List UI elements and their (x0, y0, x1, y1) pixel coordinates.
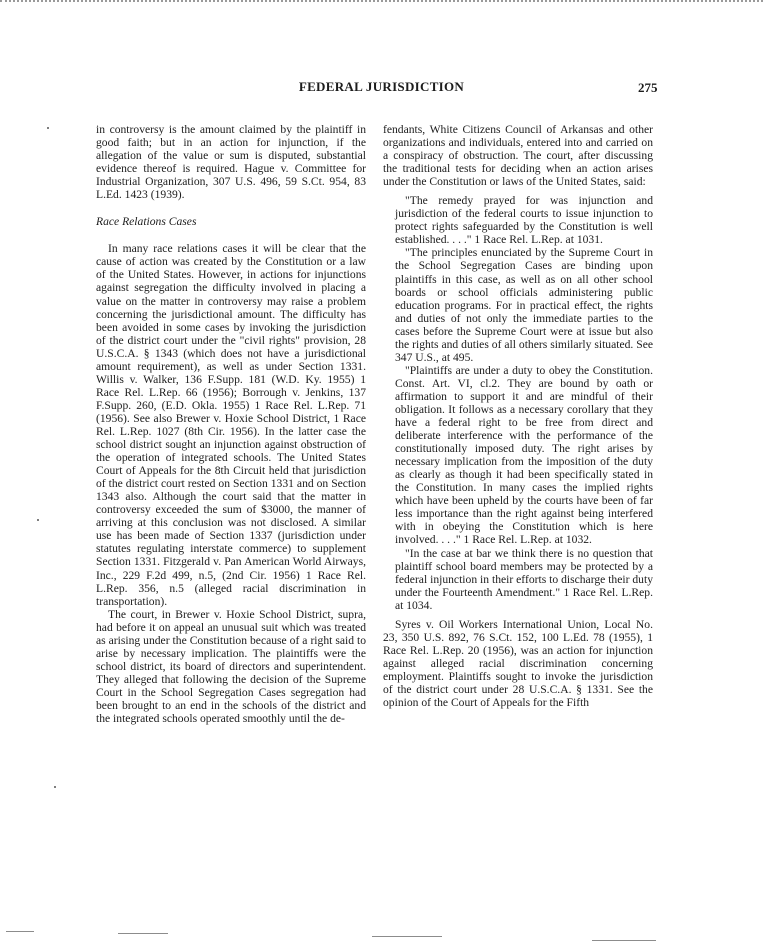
paragraph: Syres v. Oil Workers International Union, Local No. 23, 350 U.S. 892, 76 S.Ct. 152, 100 L.Ed. 78 (1955), 1 Race Rel. L.Rep. 20 (1956), was an action for injunction against alleged racial discrimination concerning employment. Plaintiffs sought to invoke the jurisdiction of the district court under 28 U.S.C.A. § 1331. See the opinion of the Court of Appeals for the Fifth (383, 617, 653, 710)
paragraph: in controversy is the amount claimed by the plaintiff in good faith; but in an action for injunction, if the allegation of the value or sum is disputed, substantial evidence thereof is required. Hague v. Committee for Industrial Organization, 307 U.S. 496, 59 S.Ct. 954, 83 L.Ed. 1423 (1939). (96, 123, 366, 202)
block-quote: "The remedy prayed for was injunction and jurisdiction of the federal courts to issue injunction to protect rights safeguarded by the Constitution is well established. . . ." 1 Race Rel. L.Rep. at 1031. (395, 194, 653, 247)
margin-speck (54, 786, 56, 788)
scan-artifact-line (372, 936, 442, 937)
right-column (383, 123, 653, 709)
paragraph: In many race relations cases it will be clear that the cause of action was created by the Constitution or a law of the United States. However, in actions for injunctions against segregation the difficulty involved in placing a value on the matter in controversy may raise a problem concerning the jurisdictional amount. The difficulty has been avoided in some cases by invoking the jurisdiction of the district court under the "civil rights" provision, 28 U.S.C.A. § 1343 (which does not have a jurisdictional amount requirement), as well as under Section 1331. Willis v. Walker, 136 F.Supp. 181 (W.D. Ky. 1955) 1 Race Rel. L.Rep. 66 (1956); Borrough v. Jenkins, 137 F.Supp. 260, (E.D. Okla. 1955) 1 Race Rel. L.Rep. 71 (1956). See also Brewer v. Hoxie School District, 1 Race Rel. L.Rep. 1027 (8th Cir. 1956). In the latter case the school district sought an injunction against obstruction of the operation of integrated schools. The United States Court of Appeals for the 8th Circuit held that jurisdiction of the district court rested on Section 1331 and on Section 1343 also. Although the court said that the matter in controversy exceeded the sum of $3000, the manner of arriving at this conclusion was not disclosed. A similar use has been made of Section 1337 (jurisdiction under statutes regulating interstate commerce) to supplement Section 1331. Fitzgerald v. Pan American World Airways, Inc., 229 F.2d 499, n.5, (2nd Cir. 1956) 1 Race Rel. L.Rep. 356, n.5 (alleged racial discrimination in transportation). (96, 242, 366, 608)
block-quote: "In the case at bar we think there is no question that plaintiff school board members may be protected by a federal injunction in their efforts to discharge their duty under the Fourteenth Amendment." 1 Race Rel. L.Rep. at 1034. (395, 546, 653, 612)
margin-speck (47, 127, 49, 129)
paragraph: The court, in Brewer v. Hoxie School District, supra, had before it on appeal an unusual suit which was treated as arising under the Constitution because of a right said to arise by necessary implication. The plaintiffs were the school district, its board of directors and superintendent. They alleged that following the decision of the Supreme Court in the School Segregation Cases segregation had been brought to an end in the schools of the district and the integrated schools operated smoothly until the de- (96, 607, 366, 726)
running-header: FEDERAL JURISDICTION (298, 79, 465, 94)
scan-artifact-line (592, 940, 656, 941)
margin-speck (37, 519, 39, 521)
scan-artifact-line (6, 931, 34, 932)
scan-top-edge (0, 0, 763, 3)
scan-artifact-line (118, 933, 168, 934)
block-quote: "Plaintiffs are under a duty to obey the Constitution. Const. Art. VI, cl.2. They are bound by oath or affirmation to support it and are mindful of their obligation. It follows as a necessary corollary that they have a federal right to be free from direct and deliberate interference with the performance of the constitutionally imposed duty. The right arises by necessary implication from the imposition of the duty as clearly as though it had been specifically stated in the Constitution. In many cases the implied rights which have been upheld by the courts have been of far less importance than the right against being interfered with in obeying the Constitution which is here involved. . . ." 1 Race Rel. L.Rep. at 1032. (395, 363, 653, 547)
block-quote: "The principles enunciated by the Supreme Court in the School Segregation Cases are binding upon plaintiffs in this case, as well as on all other school boards or school officials administering public education programs. For in practical effect, the rights and duties of not only the immediate parties to the cases before the Supreme Court were at issue but also the rights and duties of all others similarly situated. See 347 U.S., at 495. (395, 246, 653, 364)
page-number: 275 (638, 80, 658, 95)
section-heading: Race Relations Cases (96, 215, 197, 229)
paragraph: fendants, White Citizens Council of Arkansas and other organizations and individuals, entered into and carried on a conspiracy of obstruction. The court, after discussing the traditional tests for deciding when an action arises under the Constitution or laws of the United States, said: (383, 123, 653, 189)
left-column (96, 123, 366, 725)
